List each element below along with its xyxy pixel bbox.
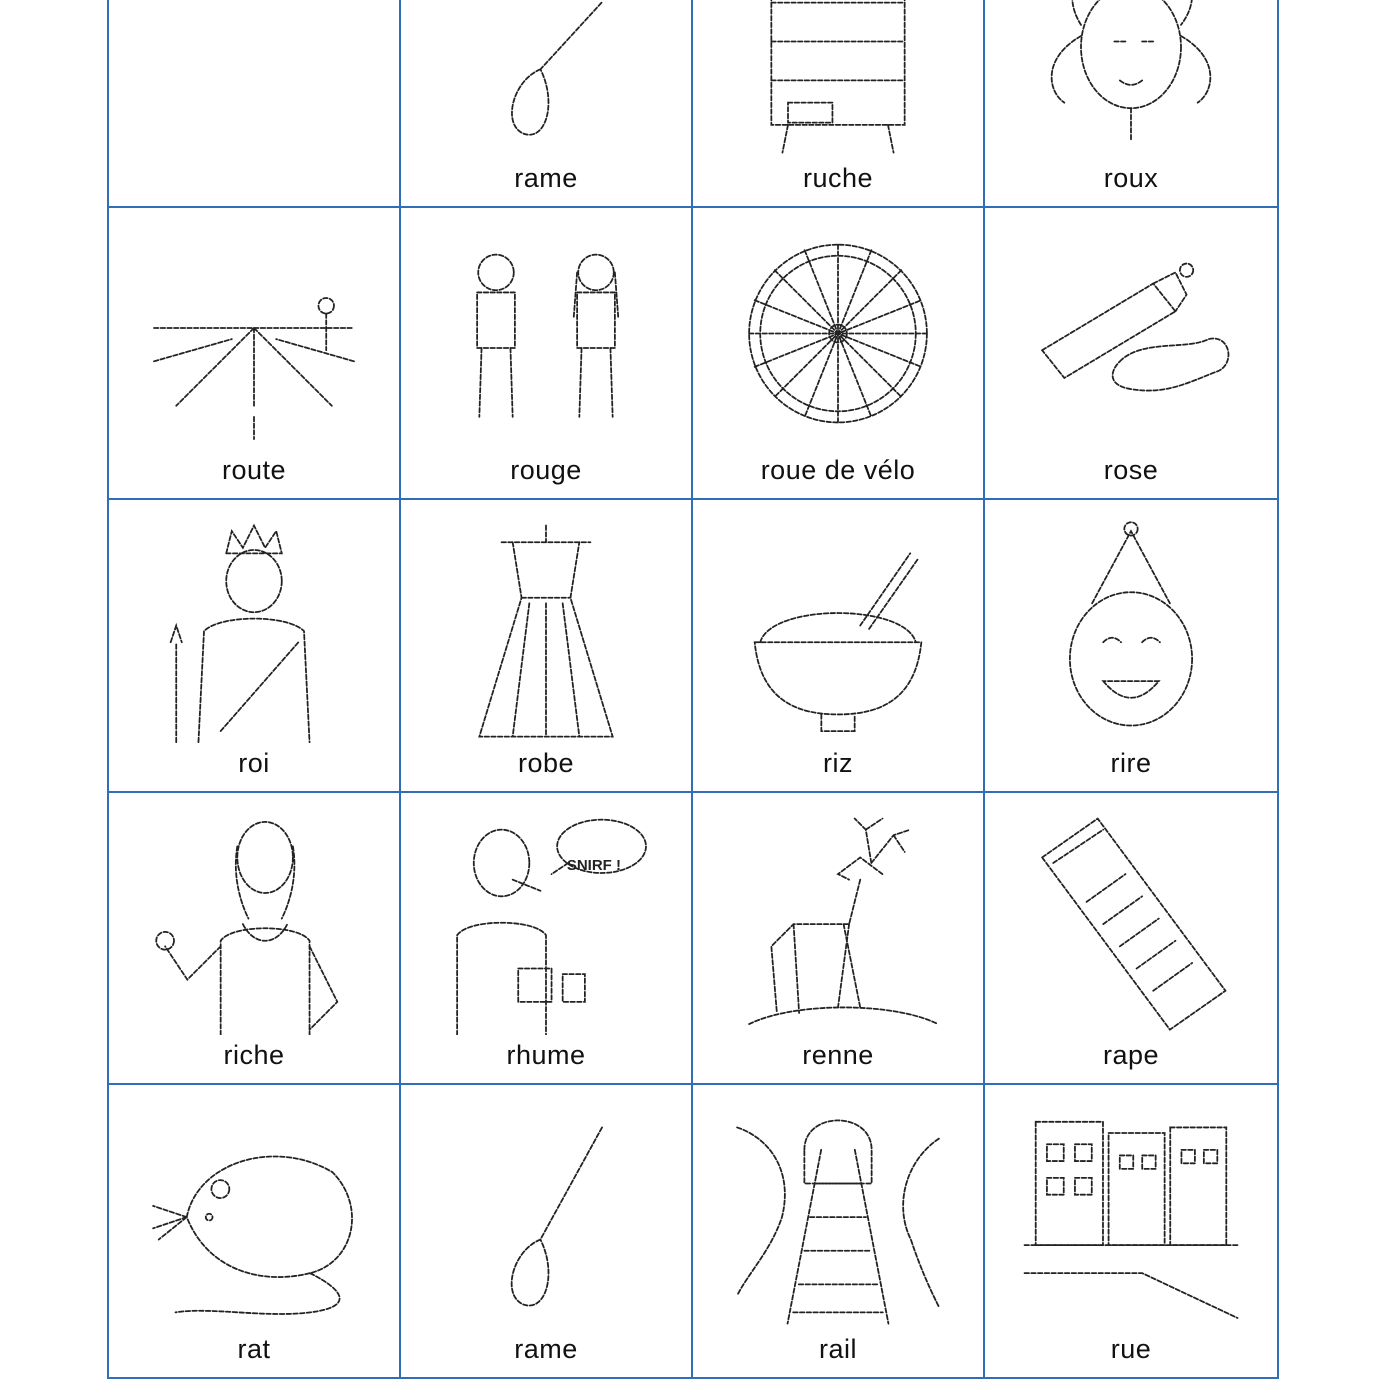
card-word: rue [1110, 1334, 1152, 1364]
card-roue-de-velo [693, 208, 985, 500]
road-icon [139, 228, 369, 450]
card-roi [109, 500, 401, 792]
card-word: rat [237, 1334, 271, 1364]
card-word: ruche [802, 163, 874, 194]
card-riche [109, 793, 401, 1085]
paint-tube-icon [1015, 228, 1247, 450]
card-rame-2 [401, 1085, 693, 1377]
rich-woman-icon [139, 813, 369, 1035]
card-rat [109, 1085, 401, 1377]
card-ruche [693, 0, 985, 208]
card-word: robe [517, 747, 575, 778]
card-word: riz [823, 747, 853, 778]
card-rail [693, 1085, 985, 1377]
paddle-icon [431, 0, 661, 158]
dress-icon [431, 520, 661, 742]
card-word: rame [514, 1334, 578, 1364]
bicycle-wheel-icon [723, 228, 953, 450]
speech-bubble-text: SNIRF ! [566, 856, 621, 874]
laughing-child-icon [1015, 520, 1247, 742]
king-icon [139, 520, 369, 742]
card-word: rame [514, 163, 578, 194]
card-word: roux [1103, 163, 1159, 194]
beehive-icon [723, 0, 953, 158]
card-word: rhume [506, 1039, 586, 1070]
card-word: rail [818, 1334, 857, 1364]
sick-person-icon [431, 813, 661, 1035]
card-word: roue de vélo [760, 455, 916, 486]
grater-icon [1015, 813, 1247, 1035]
card-rose [985, 208, 1277, 500]
card-word: riche [223, 1039, 285, 1070]
street-icon [1015, 1105, 1247, 1329]
rice-bowl-icon [723, 520, 953, 742]
redhead-face-icon [1015, 0, 1247, 158]
card-rame [401, 0, 693, 208]
card-word: rire [1110, 747, 1152, 778]
card-word: renne [802, 1039, 874, 1070]
card-roux [985, 0, 1277, 208]
picture-card-grid [107, 0, 1279, 1379]
card-word: rouge [510, 455, 582, 486]
children-icon [431, 228, 661, 450]
card-word: rose [1103, 455, 1159, 486]
railway-icon [723, 1105, 953, 1329]
card-riz [693, 500, 985, 792]
card-rire [985, 500, 1277, 792]
card-1 [109, 0, 401, 208]
card-rouge [401, 208, 693, 500]
paddle-icon [431, 1105, 661, 1329]
card-word: rape [1102, 1039, 1160, 1070]
card-word: route [221, 455, 287, 486]
blank-icon [139, 0, 369, 158]
card-renne [693, 793, 985, 1085]
rat-icon [139, 1105, 369, 1329]
card-rue [985, 1085, 1277, 1377]
reindeer-icon [723, 813, 953, 1035]
card-route [109, 208, 401, 500]
card-rhume [401, 793, 693, 1085]
card-word: roi [238, 747, 270, 778]
card-rape [985, 793, 1277, 1085]
card-robe [401, 500, 693, 792]
